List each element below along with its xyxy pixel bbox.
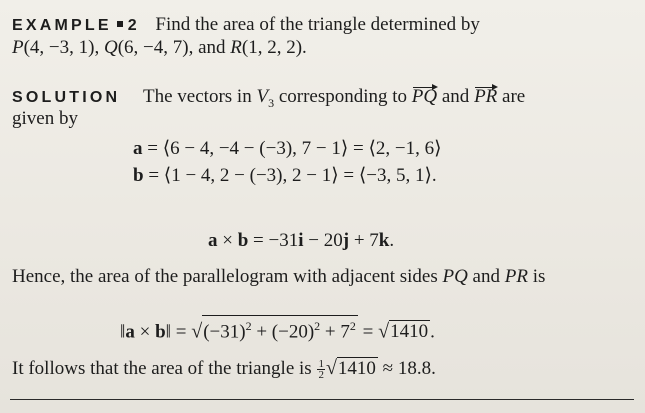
section-divider [10, 399, 634, 400]
side-pr: PR [504, 266, 528, 287]
norm-b: b [155, 321, 166, 343]
solution-label: SOLUTION [12, 89, 121, 106]
norm-equation [120, 315, 435, 343]
solution-line-1 [12, 86, 525, 114]
radical-icon-2: √ [378, 320, 390, 343]
example-label: EXAMPLE [12, 17, 112, 34]
bullet-square-icon [117, 21, 123, 27]
solution-and: and [437, 86, 475, 107]
norm-a: a [125, 321, 135, 343]
solution-text-1: The vectors in [143, 86, 257, 107]
norm-times: × [134, 321, 156, 343]
conclusion-approx: ≈ 18.8. [377, 358, 436, 379]
example-number: 2 [127, 17, 137, 34]
cross-minus-20: − 20 [303, 230, 343, 251]
term-neg-31: (−31) [203, 321, 246, 343]
fraction-numerator: 1 [318, 358, 324, 371]
hence-is: is [527, 266, 546, 287]
cross-times: × [217, 230, 238, 251]
term-neg-20: (−20) [271, 321, 315, 343]
unit-j: j [342, 230, 350, 251]
conclusion-line [12, 357, 436, 380]
example-problem-text: Find the area of the triangle determined by [155, 14, 480, 35]
unit-i: i [298, 230, 304, 251]
point-r: R [230, 37, 242, 58]
equation-b [133, 165, 437, 187]
norm-open: ‖ [120, 321, 126, 343]
solution-text-2: corresponding to [274, 86, 412, 107]
exponent-2: 2 [314, 319, 321, 333]
hence-text: Hence, the area of the parallelogram with adjacent sides [12, 266, 443, 287]
cross-b: b [237, 230, 249, 251]
exponent-1: 2 [245, 319, 252, 333]
radicand [202, 315, 358, 341]
vector-pr: PR [474, 86, 498, 107]
norm-close: ‖ [165, 321, 171, 343]
vector-b-name: b [133, 165, 144, 186]
example-line-2 [12, 37, 307, 59]
hence-line [12, 266, 545, 288]
cross-eq-31: = −31 [248, 230, 299, 251]
space-v: V [256, 86, 269, 107]
solution-text-3: are [497, 86, 526, 107]
plus-7: + 7 [320, 321, 350, 343]
norm-eq-2: = [357, 321, 379, 343]
solution-line-2 [12, 108, 78, 130]
cross-plus-7: + 7 [349, 230, 379, 251]
one-half-fraction [317, 359, 325, 380]
space-v-subscript: 3 [268, 95, 275, 110]
side-pq: PQ [442, 266, 468, 287]
radical-icon: √ [191, 320, 203, 343]
plus-1: + [251, 321, 272, 343]
cross-product-equation [208, 230, 394, 252]
point-p: P [12, 37, 24, 58]
norm-period: . [430, 321, 435, 343]
example-line-1 [12, 14, 480, 37]
cross-period: . [389, 230, 395, 251]
point-q-coords: (6, −4, 7), and [117, 37, 231, 58]
exponent-3: 2 [349, 319, 356, 333]
norm-eq: = [170, 321, 192, 343]
unit-k: k [378, 230, 390, 251]
vector-pq: PQ [411, 86, 438, 107]
point-r-coords: (1, 2, 2). [241, 37, 307, 58]
cross-a: a [208, 230, 218, 251]
vector-b-expression: = ⟨1 − 4, 2 − (−3), 2 − 1⟩ = ⟨−3, 5, 1⟩. [143, 165, 437, 186]
given-by-text: given by [12, 108, 78, 129]
vector-a-expression: = ⟨6 − 4, −4 − (−3), 7 − 1⟩ = ⟨2, −1, 6⟩ [142, 138, 442, 159]
equation-a [133, 138, 442, 160]
vector-a-name: a [133, 138, 143, 159]
point-p-coords: (4, −3, 1), [23, 37, 104, 58]
radicand-1410: 1410 [390, 321, 429, 343]
hence-and: and [467, 266, 505, 287]
radical-icon-3: √ [325, 357, 337, 379]
point-q: Q [103, 37, 118, 58]
conclusion-text: It follows that the area of the triangle is [12, 358, 317, 379]
fraction-denominator: 2 [318, 369, 324, 382]
conclusion-radicand: 1410 [337, 358, 376, 379]
